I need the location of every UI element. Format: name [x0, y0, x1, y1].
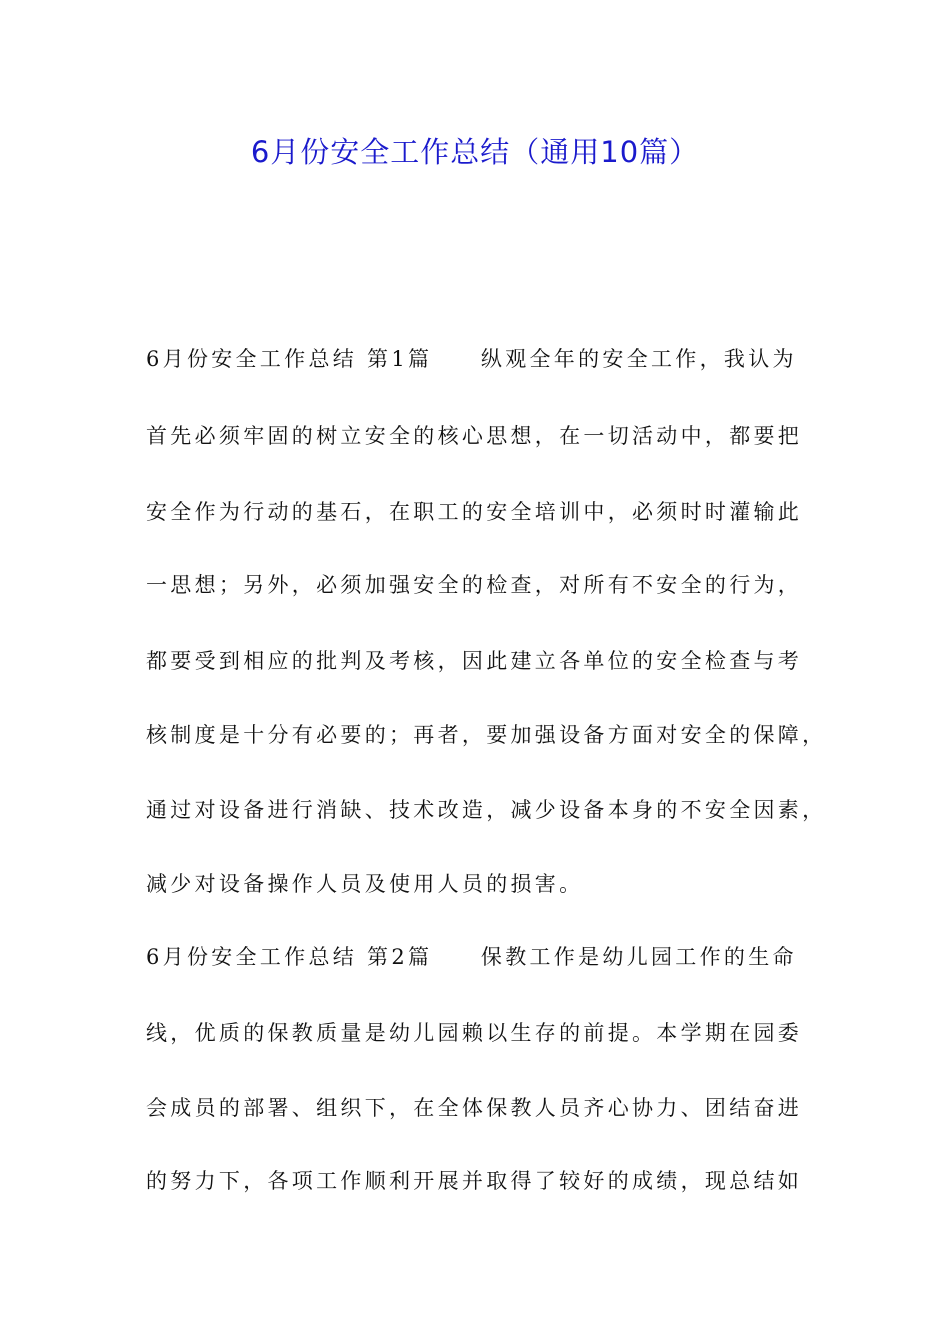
body-line-4: 一思想；另外，必须加强安全的检查，对所有不安全的行为， [146, 573, 803, 597]
body-line-12: 的努力下，各项工作顺利开展并取得了较好的成绩，现总结如 [146, 1169, 803, 1193]
body-line-3: 安全作为行动的基石，在职工的安全培训中，必须时时灌输此 [146, 500, 803, 524]
body-line-8: 减少对设备操作人员及使用人员的损害。 [146, 872, 584, 896]
body-line-10: 线，优质的保教质量是幼儿园赖以生存的前提。本学期在园委 [146, 1021, 803, 1045]
body-line-6: 核制度是十分有必要的；再者，要加强设备方面对安全的保障， [146, 723, 827, 747]
body-line-9: 6月份安全工作总结 第2篇 保教工作是幼儿园工作的生命 [146, 945, 797, 969]
body-line-2: 首先必须牢固的树立安全的核心思想，在一切活动中，都要把 [146, 424, 803, 448]
body-line-1: 6月份安全工作总结 第1篇 纵观全年的安全工作，我认为 [146, 347, 797, 371]
body-line-7: 通过对设备进行消缺、技术改造，减少设备本身的不安全因素， [146, 798, 827, 822]
body-line-5: 都要受到相应的批判及考核，因此建立各单位的安全检查与考 [146, 649, 803, 673]
document-title: 6月份安全工作总结（通用10篇） [250, 135, 700, 169]
body-line-11: 会成员的部署、组织下，在全体保教人员齐心协力、团结奋进 [146, 1096, 803, 1120]
